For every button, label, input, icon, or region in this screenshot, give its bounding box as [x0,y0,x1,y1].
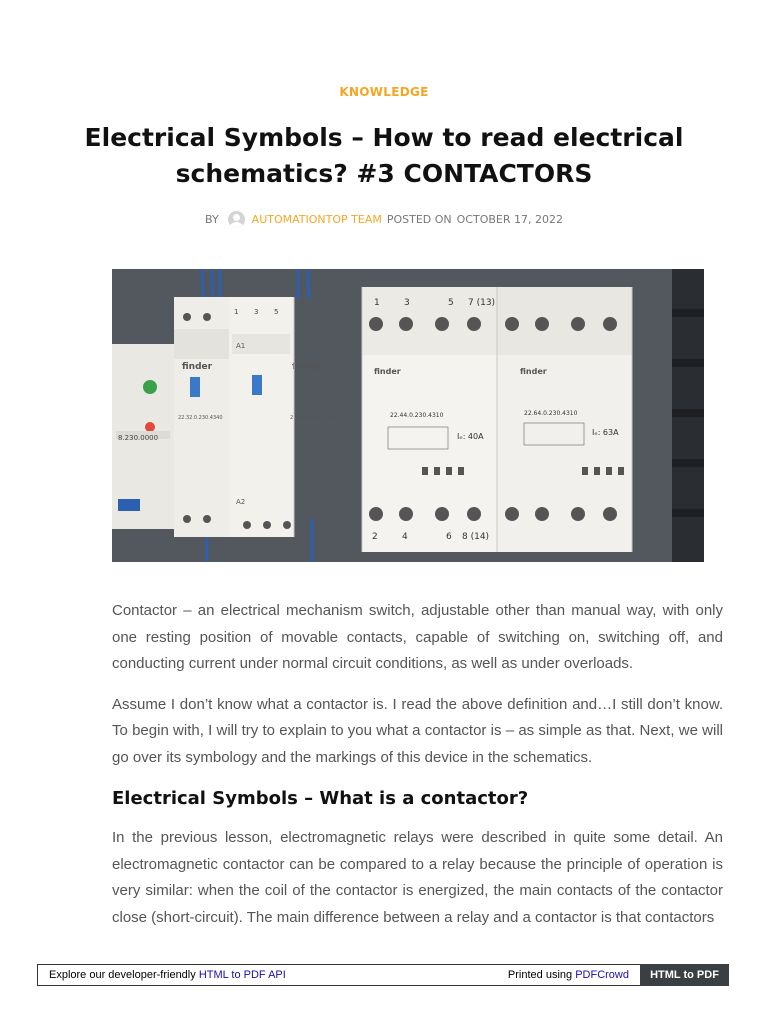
post-date: OCTOBER 17, 2022 [456,213,563,226]
bottom-num-2: 2 [372,532,378,542]
hero-image [112,269,704,562]
paragraph-previous-lesson: In the previous lesson, electromagnetic relays were described in quite some detail. An electromagnetic contactor can be compared to a relay because the principle of operation is very similar: when the coil of the contactor is energized, the main contacts of the contactor close (short-circuit). The main difference between a relay and a contactor is that contactors [112,829,723,926]
a2-label: A2 [236,498,246,506]
top-num-5: 5 [448,298,454,308]
contactor-module-63a [497,287,632,552]
brand-label-4: finder [520,367,547,376]
section-heading: Electrical Symbols – What is a contactor? [112,788,529,809]
module-code-2: 22.34.0.024.1340 [290,415,335,421]
paragraph-intro: Assume I don’t know what a contactor is. I read the above definition and…I still don’t know. To begin with, I will try to explain to you what a contactor is – as simple as that. Next, we will go over its symbology and the markings of this device in the schematics. [112,695,723,766]
printed-text: Printed using [507,969,573,981]
contactor-module-40a [362,287,497,552]
rating-40a: Iₑ: 40A [457,432,484,441]
a1-label: A1 [236,342,246,350]
author-link[interactable]: AUTOMATIONTOP TEAM [251,213,382,226]
html-to-pdf-button[interactable]: HTML to PDF [640,964,729,986]
pdfcrowd-link[interactable]: PDFCrowd [575,969,629,981]
brand-label: finder [182,362,213,372]
relay-module-1 [174,297,229,537]
posted-on-label: POSTED ON [386,213,452,226]
pdf-footer-bar [37,964,729,986]
module-code: 22.32.0.230.4340 [178,415,223,421]
brand-label-2: finder [292,362,323,372]
top-num-7: 7 (13) [468,298,496,308]
avatar-icon [228,211,245,228]
article-body [112,598,723,945]
bottom-num-6: 6 [446,532,452,542]
module-code-4: 22.64.0.230.4310 [524,410,578,417]
category-link[interactable]: KNOWLEDGE [339,85,429,99]
top-num-3: 3 [404,298,410,308]
small-top-1: 1 [234,308,239,316]
bottom-num-4: 4 [402,532,408,542]
top-num-1: 1 [374,298,380,308]
left-module-code: 8.230.0000 [118,434,159,442]
post-meta [0,211,768,228]
pdf-bar-printed [508,969,629,981]
paragraph-definition: Contactor – an electrical mechanism switch, adjustable other than manual way, with only one resting position of movable contacts, capable of switching on, switching off, and conducting current under normal circuit conditions, as well as under overloads. [112,602,723,672]
module-code-3: 22.44.0.230.4310 [390,412,444,419]
rating-63a: Iₑ: 63A [592,428,619,437]
html-to-pdf-api-link[interactable]: HTML to PDF API [198,969,286,981]
brand-label-3: finder [374,367,401,376]
pdf-bar-explore [49,969,286,981]
relay-module-left [112,344,174,529]
explore-text: Explore our developer-friendly [49,969,196,981]
small-top-3: 3 [254,308,259,316]
article-title: Electrical Symbols – How to read electrical schematics? #3 CONTACTORS [84,123,684,188]
small-top-5: 5 [274,308,279,316]
bottom-num-8: 8 (14) [462,532,490,542]
by-label: BY [205,213,219,226]
